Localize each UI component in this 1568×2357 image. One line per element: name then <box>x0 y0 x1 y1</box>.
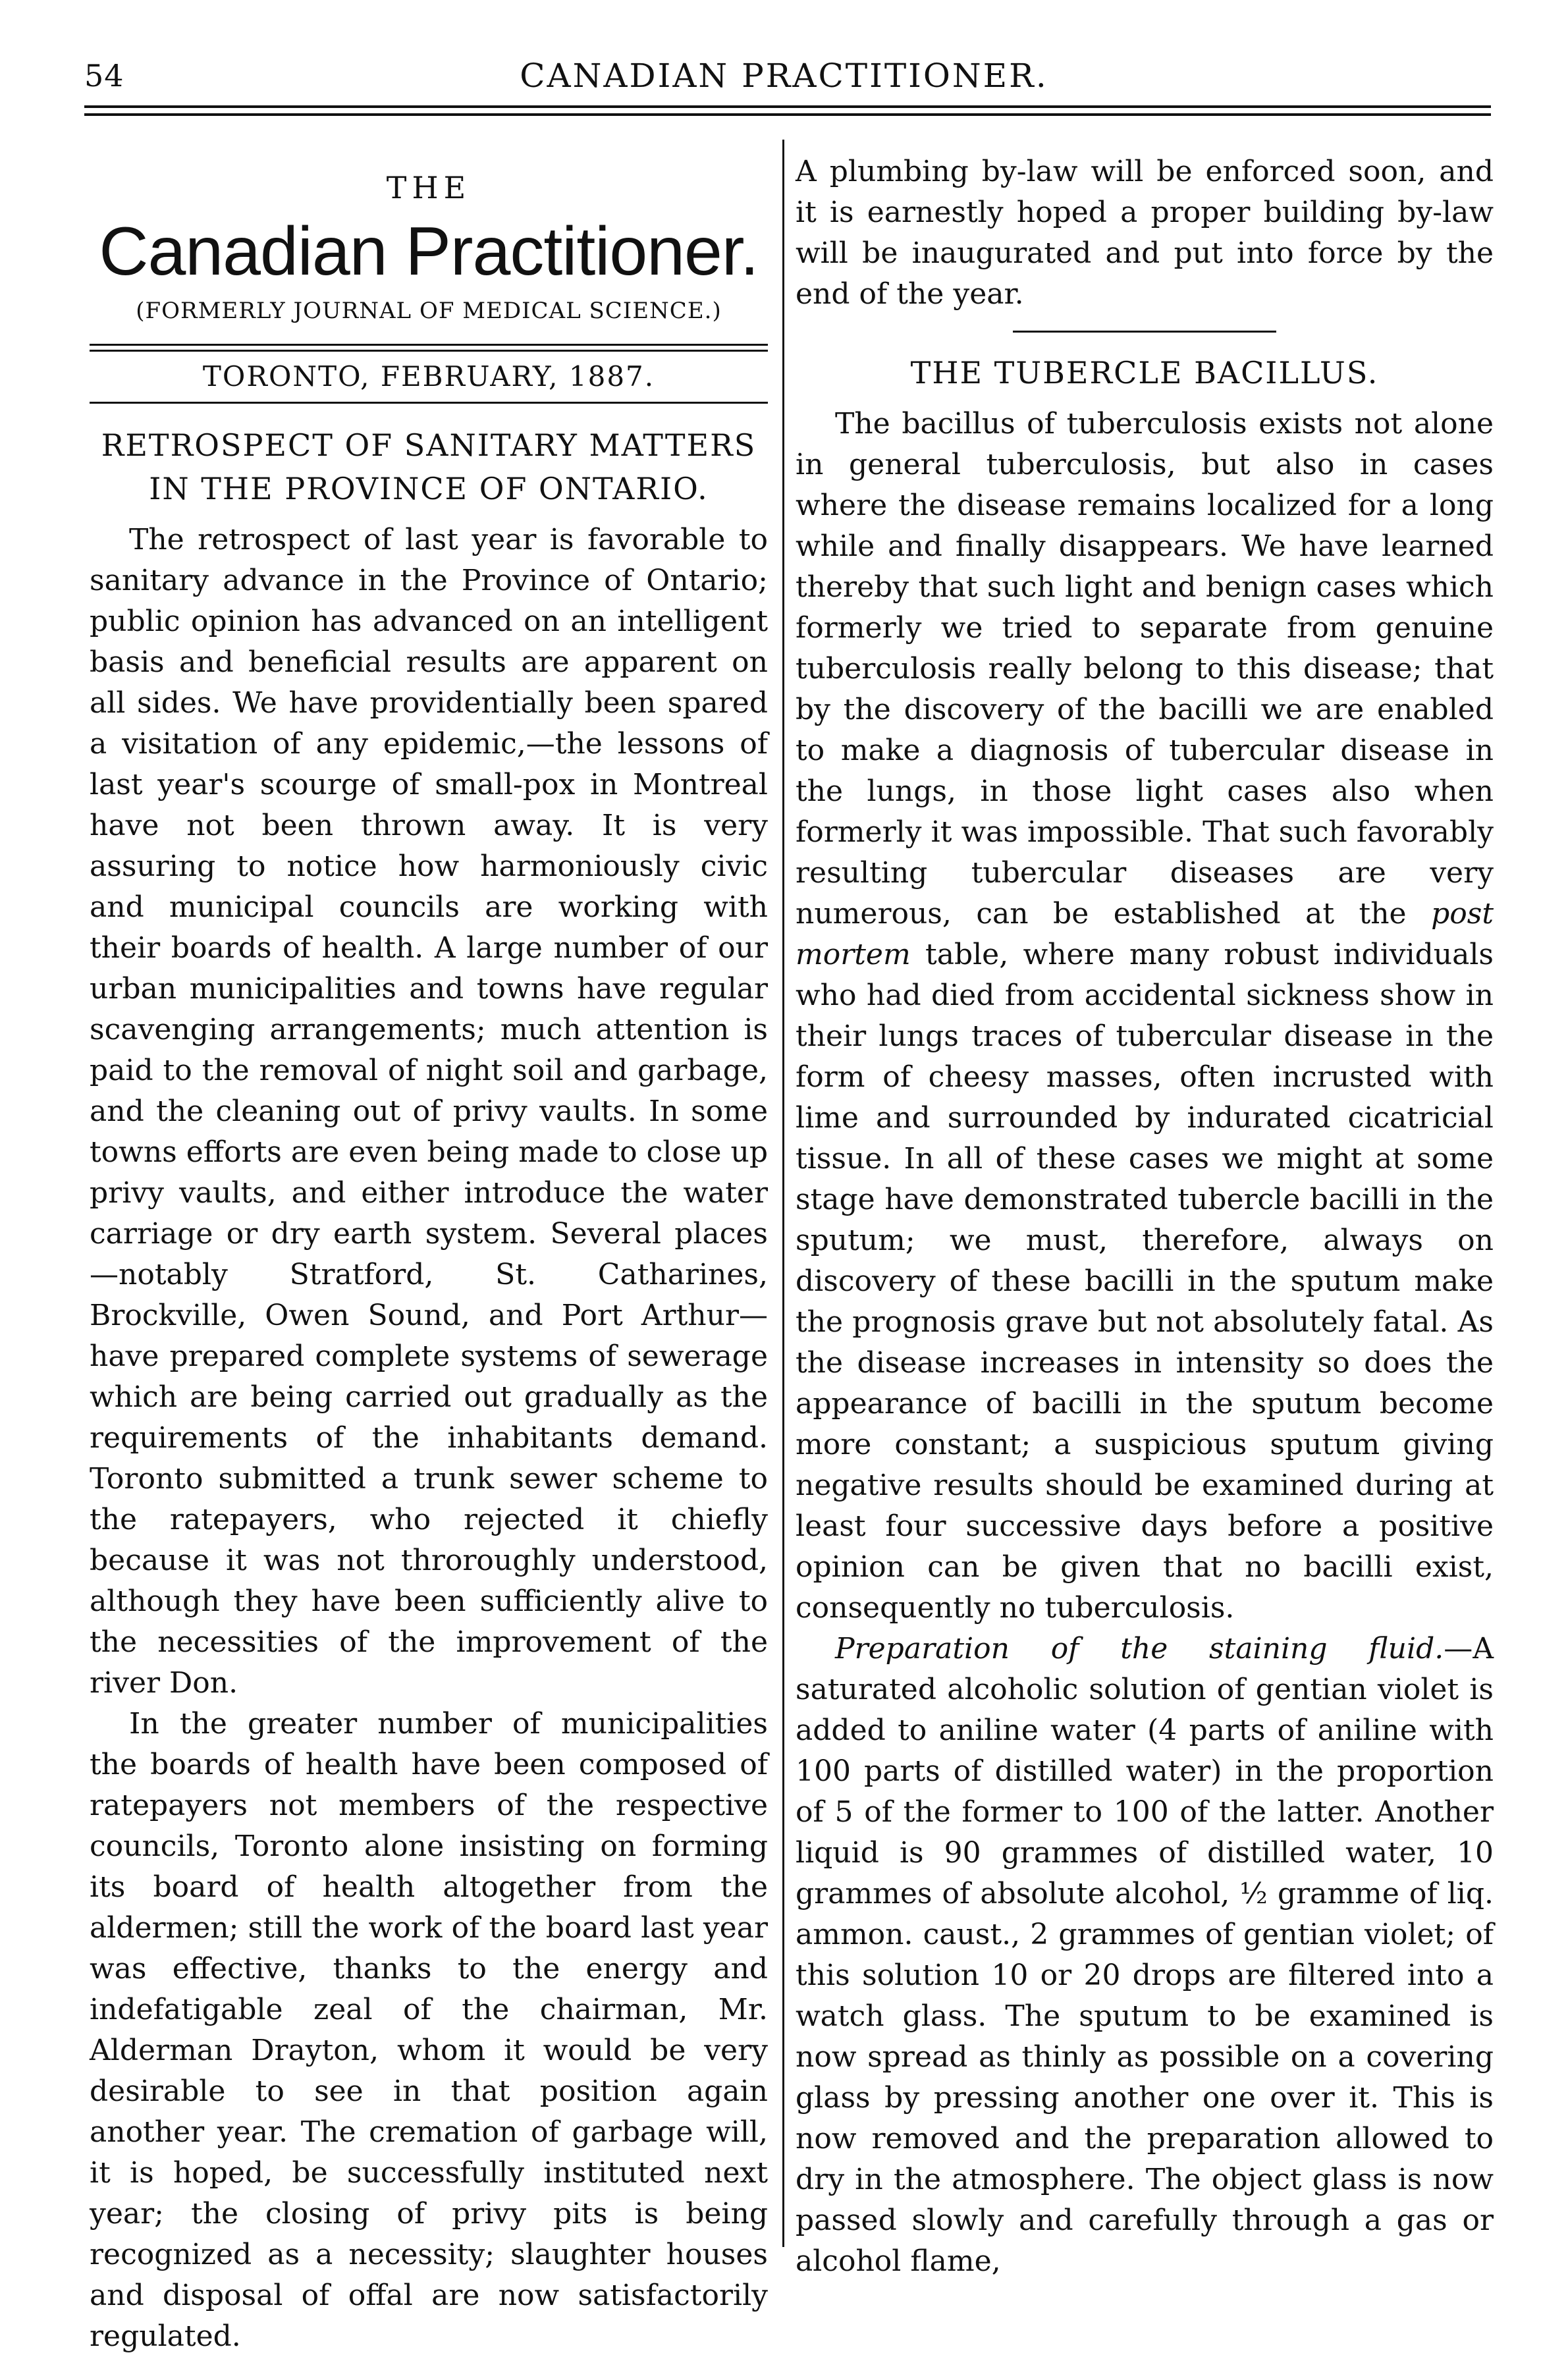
article-paragraph-2: In the greater number of municipalities the boards of health have been composed of ratepayers not members of the respective councils, Toronto alone insisting on forming its board of health altogether from the aldermen; still the work of the board last year was effective, thanks to the energy and indefatigable zeal of the chairman, Mr. Alderman Drayton, whom it would be very desirable to see in that position again another year. The cremation of garbage will, it is hoped, be successfully instituted next year; the closing of privy pits is being recognized as a necessity; slaughter houses and disposal of offal are now satisfactorily regulated. <box>90 1707 768 2353</box>
tubercle-p1-text-b: table, where many robust individuals who had died from accidental sickness show in their lungs traces of tubercular disease in the form of cheesy masses, often incrusted with lime and surrounded by indurated cicatricial tissue. In all of these cases we might at some stage have demonstrated tubercle bacilli in the sputum; we must, therefore, always on discovery of these bacilli in the sputum make the prognosis grave but not absolutely fatal. As the disease increases in intensity so does the appearance of bacilli in the sputum become more constant; a suspicious sputum giving negative results should be examined during at least four successive days before a positive opinion can be given that no bacilli exist, consequently no tuberculosis. <box>796 938 1494 1625</box>
article-title-tubercle: THE TUBERCLE BACILLUS. <box>910 355 1379 391</box>
masthead-subtitle: (FORMERLY JOURNAL OF MEDICAL SCIENCE.) <box>136 298 722 324</box>
tubercle-paragraph-1 <box>796 404 1494 1629</box>
tubercle-p1-text-a: The bacillus of tuberculosis exists not alone in general tuberculosis, but also in cases where the disease remains localized for a long while and finally disappears. We have learned thereby that such light and benign cases which formerly we tried to separate from genuine tuberculosis really belong to this disease; that by the discovery of the bacilli we are enabled to make a diagnosis of tubercular disease in the lungs, in those light cases also when formerly it was impossible. That such favorably resulting tubercular diseases are very numerous, can be established at the <box>796 407 1494 931</box>
tubercle-p2-text: —A saturated alcoholic solution of gentian violet is added to aniline water (4 parts of aniline with 100 parts of distilled water) in the proportion of 5 of the former to 100 of the latter. Another liquid is 90 grammes of distilled water, 10 grammes of absolute alcohol, ½ gramme of liq. ammon. caust., 2 grammes of gentian violet; of this solution 10 or 20 drops are filtered into a watch glass. The sputum to be examined is now spread as thinly as possible on a covering glass by pressing another one over it. This is now removed and the preparation allowed to dry in the atmosphere. The object glass is now passed slowly and carefully through a gas or alcohol flame, <box>796 1632 1494 2278</box>
header-rule-top <box>84 105 1491 108</box>
dateline: TORONTO, FEBRUARY, 1887. <box>202 360 655 393</box>
article-title-line-2: IN THE PROVINCE OF ONTARIO. <box>149 471 709 506</box>
article-paragraph-3: A plumbing by-law will be enforced soon, and it is earnestly hoped a proper building by-law will be inaugurated and put into force by the end of the year. <box>796 155 1494 311</box>
left-column <box>90 151 768 2357</box>
post-mortem-italic: post mortem <box>796 897 1494 971</box>
running-head: CANADIAN PRACTITIONER. <box>520 57 1048 95</box>
article-title-sanitary <box>90 423 768 510</box>
right-column <box>796 151 1494 2282</box>
page-number: 54 <box>84 58 124 94</box>
staining-fluid-heading: Preparation of the staining fluid. <box>835 1632 1444 1666</box>
section-divider <box>1013 331 1276 333</box>
masthead-the: THE <box>386 170 472 205</box>
tubercle-paragraph-2 <box>796 1629 1494 2282</box>
header-rule-bottom <box>84 113 1491 116</box>
column-divider <box>782 140 784 2247</box>
masthead-rule <box>90 344 768 352</box>
masthead-title: Canadian Practitioner. <box>99 213 759 290</box>
article-paragraph-1: The retrospect of last year is favorable to sanitary advance in the Province of Ontario; public opinion has advanced on an intelligent basis and beneficial results are apparent on all sides. We have providentially been spared a visitation of any epidemic,—the lessons of last year's scourge of small-pox in Montreal have not been thrown away. It is very assuring to notice how harmoniously civic and municipal councils are working with their boards of health. A large number of our urban municipalities and towns have regular scavenging arrangements; much attention is paid to the removal of night soil and garbage, and the cleaning out of privy vaults. In some towns efforts are even being made to close up privy vaults, and either introduce the water carriage or dry earth system. Several places—notably Stratford, St. Catharines, Brockville, Owen Sound, and Port Arthur—have prepared complete systems of sewerage which are being carried out gradually as the requirements of the inhabitants demand. Toronto submitted a trunk sewer scheme to the ratepayers, who rejected it chiefly because it was not throroughly understood, although they have been sufficiently alive to the necessities of the improvement of the river Don. <box>90 523 768 1700</box>
dateline-rule <box>90 402 768 404</box>
article-title-line-1: RETROSPECT OF SANITARY MATTERS <box>101 427 757 463</box>
page-header <box>0 0 1568 125</box>
